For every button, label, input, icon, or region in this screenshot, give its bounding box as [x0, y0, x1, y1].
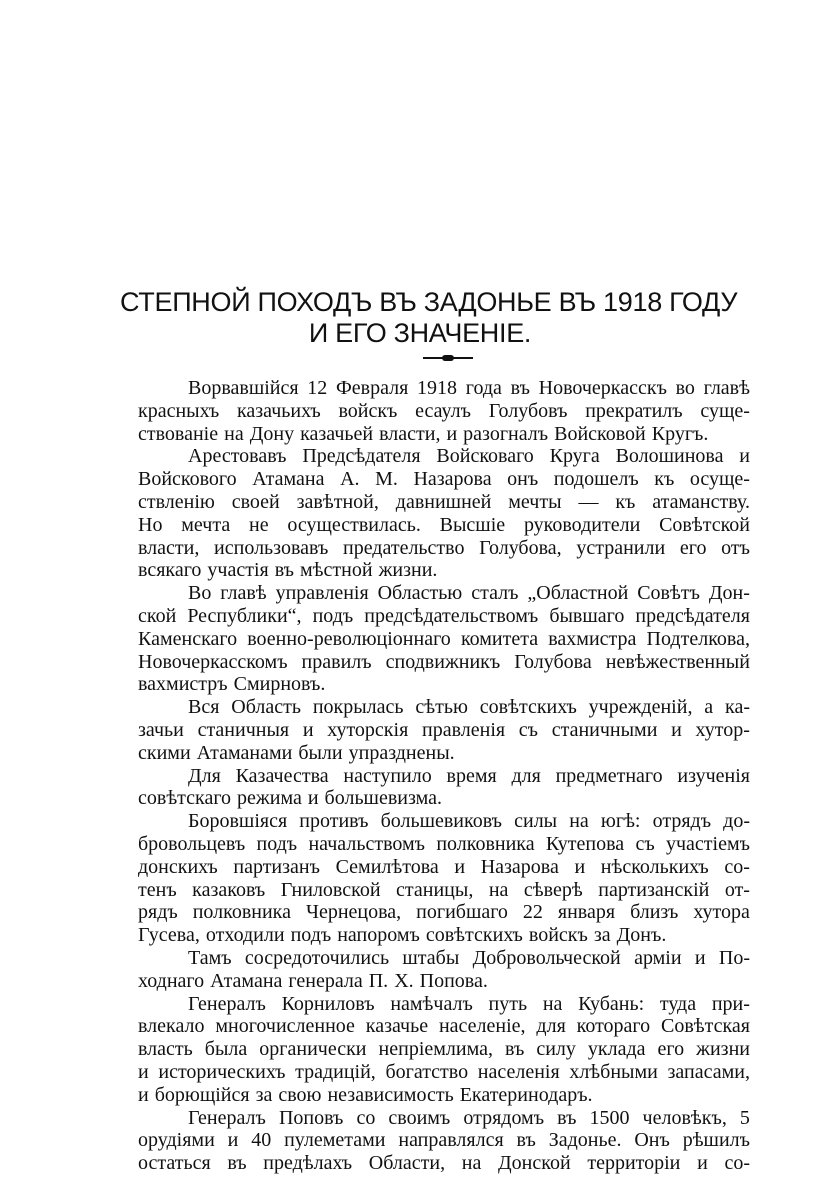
text-line: Боровшіяся противъ большевиковъ силы на югѣ: отрядъ до- — [188, 810, 750, 833]
text-line: вахмистръ Смирновъ. — [138, 673, 326, 696]
text-line: Но мечта не осуществилась. Высшіе руководители Совѣтской — [138, 513, 750, 536]
text-line: всякаго участія въ мѣстной жизни. — [138, 559, 438, 582]
text-line: Новочеркасскомъ правилъ сподвижникъ Голубова невѣжественный — [138, 650, 750, 673]
divider-ornament — [423, 355, 473, 361]
text-line: скими Атаманами были упразднены. — [138, 741, 455, 764]
text-line: и историческихъ традицій, богатство населенія хлѣбными запасами, — [138, 1060, 750, 1083]
text-line: ской Республики“, подъ предсѣдательствомъ бывшаго предсѣдателя — [138, 604, 750, 627]
text-line: бровольцевъ подъ начальствомъ полковника Кутепова съ участіемъ — [138, 832, 750, 855]
text-line: Генералъ Поповъ со своимъ отрядомъ въ 1500 человѣкъ, 5 — [188, 1106, 750, 1129]
text-line: Арестовавъ Предсѣдателя Войсковаго Круга Волошинова и — [188, 445, 750, 468]
text-line: ходнаго Атамана генерала П. Х. Попова. — [138, 969, 488, 992]
text-line: рядъ полковника Чернецова, погибшаго 22 января близъ хутора — [138, 901, 750, 924]
article-title-line-2: И ЕГО ЗНАЧЕНІЕ. — [308, 318, 532, 348]
text-line: красныхъ казачьихъ войскъ есаулъ Голубовъ прекратилъ суще- — [138, 399, 750, 422]
text-line: Гусева, отходили подъ напоромъ совѣтскихъ войскъ за Донъ. — [138, 924, 667, 947]
text-line: зачьи станичныя и хуторскія правленія съ станичными и хутор- — [138, 718, 750, 741]
article-body — [138, 377, 750, 1175]
article-title-line-1: СТЕПНОЙ ПОХОДЪ ВЪ ЗАДОНЬЕ ВЪ 1918 ГОДУ — [120, 287, 738, 317]
text-line: влекало многочисленное казачье населеніе, для котораго Совѣтская — [138, 1015, 750, 1038]
text-line: Для Казачества наступило время для предметнаго изученія — [188, 764, 750, 787]
text-line: Вся Область покрылась сѣтью совѣтскихъ учрежденій, а ка- — [188, 696, 750, 719]
text-line: ствленію своей завѣтной, давнишней мечты — къ атаманству. — [138, 490, 750, 513]
text-line: Ворвавшійся 12 Февраля 1918 года въ Новочеркасскъ во главѣ — [188, 377, 750, 399]
text-line: Во главѣ управленія Областью сталъ „Областной Совѣтъ Дон- — [188, 582, 750, 605]
text-line: Войскового Атамана А. М. Назарова онъ подошелъ къ осуще- — [138, 468, 750, 491]
text-line: донскихъ партизанъ Семилѣтова и Назарова и нѣсколькихъ со- — [138, 855, 750, 878]
text-line: тенъ казаковъ Гниловской станицы, на сѣверѣ партизанскій от- — [138, 878, 750, 901]
text-line: остаться въ предѣлахъ Области, на Донской территоріи и со- — [138, 1152, 750, 1175]
text-line: и борющійся за свою независимость Екатеринодаръ. — [138, 1083, 593, 1106]
text-line: совѣтскаго режима и большевизма. — [138, 787, 442, 810]
text-line: Генералъ Корниловъ намѣчалъ путь на Кубань: туда при- — [188, 992, 750, 1015]
text-line: власть была органически непріемлима, въ силу уклада его жизни — [138, 1038, 750, 1061]
text-line: орудіями и 40 пулеметами направлялся въ Задонье. Онъ рѣшилъ — [138, 1129, 750, 1152]
text-line: власти, использовавъ предательство Голубова, устранили его отъ — [138, 536, 750, 559]
text-line: Каменскаго военно-революціоннаго комитета вахмистра Подтелкова, — [138, 627, 750, 650]
text-line: ствованіе на Дону казачьей власти, и разогналъ Войсковой Кругъ. — [138, 422, 709, 445]
text-line: Тамъ сосредоточились штабы Добровольческой арміи и По- — [188, 946, 750, 969]
